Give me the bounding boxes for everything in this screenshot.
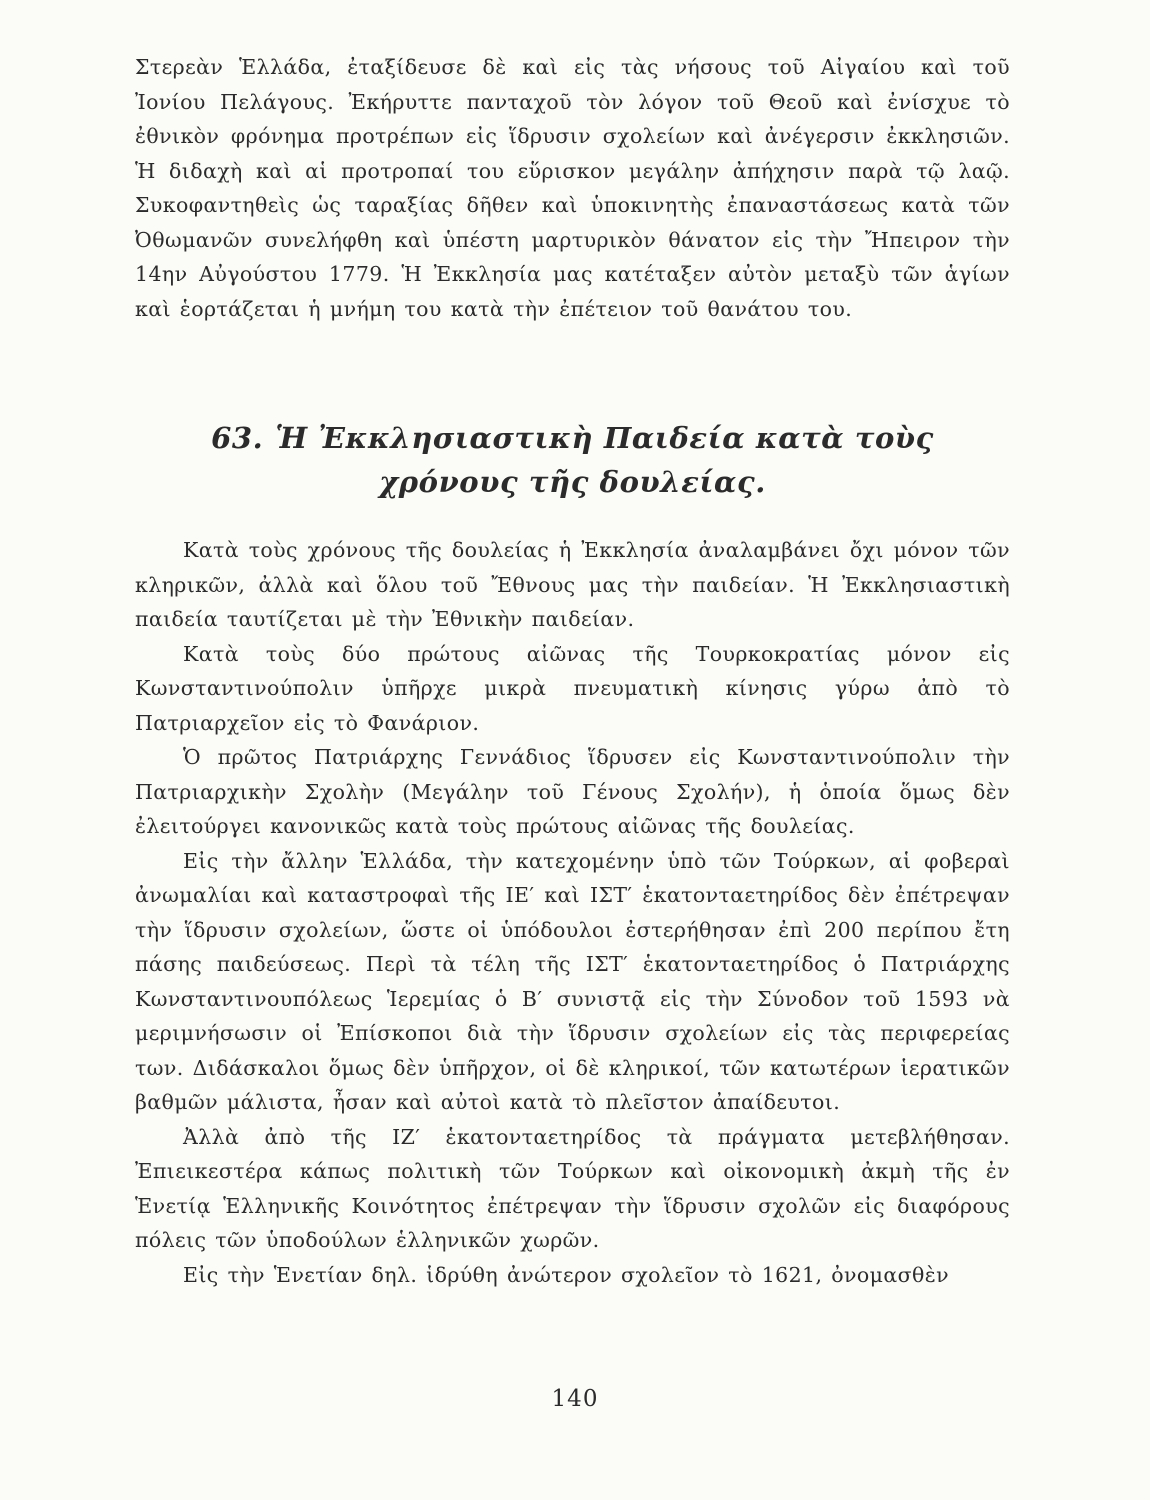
section-body — [135, 533, 1010, 1292]
section-heading — [135, 416, 1010, 504]
intro-paragraph: Στερεὰν Ἑλλάδα, ἐταξίδευσε δὲ καὶ εἰς τὰς νήσους τοῦ Αἰγαίου καὶ τοῦ Ἰονίου Πελάγους. Ἐκήρυττε πανταχοῦ τὸν λόγον τοῦ Θεοῦ καὶ ἐνίσχυε τὸ ἐθνικὸν φρόνημα προτρέπων εἰς ἵδρυσιν σχολείων καὶ ἀνέγερσιν ἐκκλησιῶν. Ἡ διδαχὴ καὶ αἱ προτροπαί του εὕρισκον μεγάλην ἀπήχησιν παρὰ τῷ λαῷ. Συκοφαντηθεὶς ὡς ταραξίας δῆθεν καὶ ὑποκινητὴς ἐπαναστάσεως κατὰ τῶν Ὀθωμανῶν συνελήφθη καὶ ὑπέστη μαρτυρικὸν θάνατον εἰς τὴν Ἤπειρον τὴν 14ην Αὐγούστου 1779. Ἡ Ἐκκλησία μας κατέταξεν αὐτὸν μεταξὺ τῶν ἁγίων καὶ ἑορτάζεται ἡ μνήμη του κατὰ τὴν ἐπέτειον τοῦ θανάτου του. — [135, 55, 1010, 321]
body-paragraph: Κατὰ τοὺς χρόνους τῆς δουλείας ἡ Ἐκκλησία ἀναλαμβάνει ὄχι μόνον τῶν κληρικῶν, ἀλλὰ καὶ ὅλου τοῦ Ἔθνους μας τὴν παιδείαν. Ἡ Ἐκκλησιαστικὴ παιδεία ταυτίζεται μὲ τὴν Ἐθνικὴν παιδείαν. — [135, 538, 1010, 631]
intro-text-block — [135, 50, 1010, 326]
section-number: 63. — [211, 421, 264, 455]
body-paragraph: Εἰς τὴν Ἑνετίαν δηλ. ἱδρύθη ἀνώτερον σχολεῖον τὸ 1621, ὀνομασθὲν — [183, 1262, 950, 1287]
body-paragraph: Ἀλλὰ ἀπὸ τῆς ΙΖ′ ἑκατονταετηρίδος τὰ πράγματα μετεβλήθησαν. Ἐπιεικεστέρα κάπως πολιτικὴ τῶν Τούρκων καὶ οἰκονομικὴ ἀκμὴ τῆς ἐν Ἑνετίᾳ Ἑλληνικῆς Κοινότητος ἐπέτρεψαν τὴν ἵδρυσιν σχολῶν εἰς διαφόρους πόλεις τῶν ὑποδούλων ἑλληνικῶν χωρῶν. — [135, 1124, 1010, 1252]
body-paragraph: Εἰς τὴν ἄλλην Ἑλλάδα, τὴν κατεχομένην ὑπὸ τῶν Τούρκων, αἱ φοβεραὶ ἀνωμαλίαι καὶ καταστροφαὶ τῆς ΙΕ′ καὶ ΙΣΤ′ ἑκατονταετηρίδος δὲν ἐπέτρεψαν τὴν ἵδρυσιν σχολείων, ὥστε οἱ ὑπόδουλοι ἐστερήθησαν ἐπὶ 200 περίπου ἔτη πάσης παιδεύσεως. Περὶ τὰ τέλη τῆς ΙΣΤ′ ἑκατονταετηρίδος ὁ Πατριάρχης Κωνσταντινουπόλεως Ἱερεμίας ὁ Β′ συνιστᾷ εἰς τὴν Σύνοδον τοῦ 1593 νὰ μεριμνήσωσιν οἱ Ἐπίσκοποι διὰ τὴν ἵδρυσιν σχολείων εἰς τὰς περιφερείας των. Διδάσκαλοι ὅμως δὲν ὑπῆρχον, οἱ δὲ κληρικοί, τῶν κατωτέρων ἱερατικῶν βαθμῶν μάλιστα, ἦσαν καὶ αὐτοὶ κατὰ τὸ πλεῖστον ἀπαίδευτοι. — [135, 848, 1010, 1114]
section-title-line-2: χρόνους τῆς δουλείας. — [379, 465, 766, 499]
body-paragraph: Ὁ πρῶτος Πατριάρχης Γεννάδιος ἵδρυσεν εἰς Κωνσταντινούπολιν τὴν Πατριαρχικὴν Σχολὴν (Μεγάλην τοῦ Γένους Σχολήν), ἡ ὁποία ὅμως δὲν ἐλειτούργει κανονικῶς κατὰ τοὺς πρώτους αἰῶνας τῆς δουλείας. — [135, 745, 1010, 838]
page-number: 140 — [551, 1386, 599, 1412]
body-paragraph: Κατὰ τοὺς δύο πρώτους αἰῶνας τῆς Τουρκοκρατίας μόνον εἰς Κωνσταντινούπολιν ὑπῆρχε μικρὰ πνευματικὴ κίνησις γύρω ἀπὸ τὸ Πατριαρχεῖον εἰς τὸ Φανάριον. — [135, 641, 1010, 735]
section-title-line-1: Ἡ Ἐκκλησιαστικὴ Παιδεία κατὰ τοὺς — [275, 421, 934, 455]
